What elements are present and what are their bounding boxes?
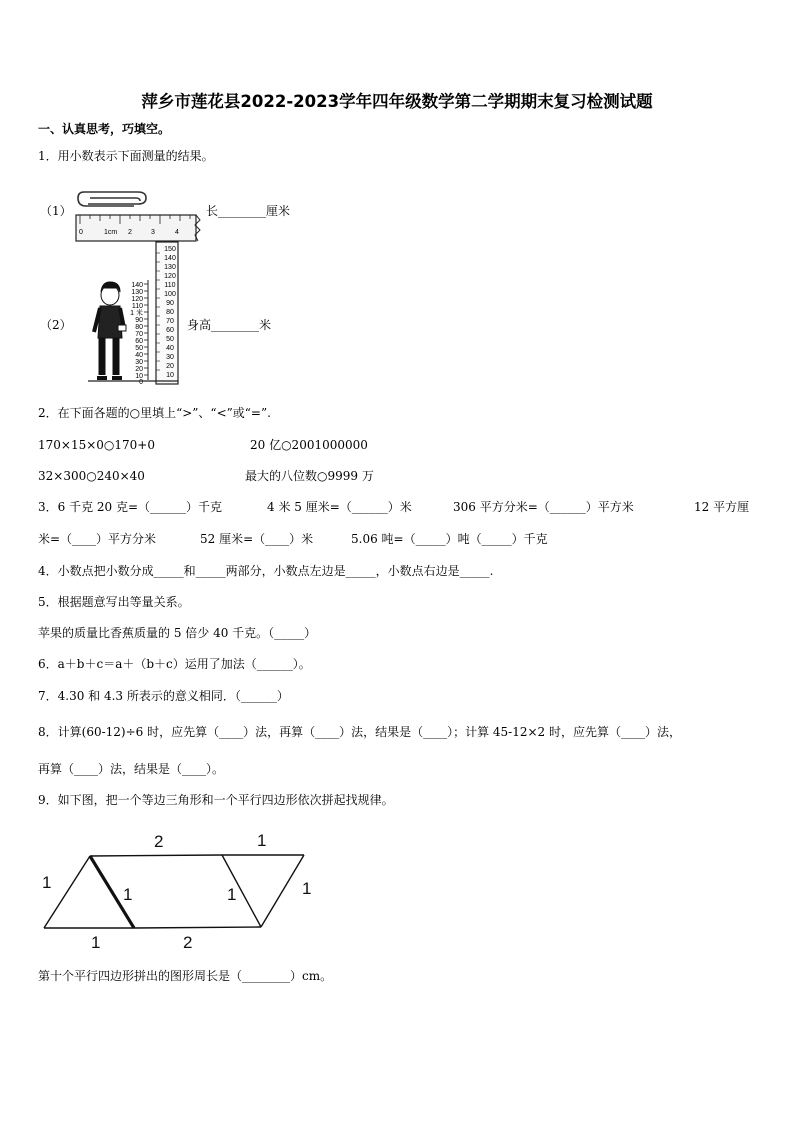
q9-answer: 第十个平行四边形拼出的图形周长是（________）cm。 [38,969,333,983]
q2-stem: 2．在下面各题的○里填上“>”、“<”或“=”. [38,406,271,420]
fig-label-left-side: 1 [42,873,52,892]
ruler-body [76,215,196,241]
q5-line: 苹果的质量比香蕉质量的 5 倍少 40 千克。（_____） [38,626,317,640]
svg-text:10: 10 [135,373,143,380]
q3-item4-end: 米=（____）平方分米 [38,532,157,546]
svg-text:20: 20 [135,366,143,373]
svg-text:90: 90 [135,317,143,324]
svg-text:150: 150 [164,246,176,253]
svg-text:60: 60 [135,338,143,345]
svg-text:30: 30 [135,359,143,366]
paperclip-icon [78,192,146,206]
q5-stem: 5．根据题意写出等量关系。 [38,595,190,609]
q3-item4-start: 12 平方厘 [694,500,750,514]
ruler-tick-4: 4 [175,229,179,236]
fig-label-bottom-long: 2 [183,933,193,952]
q3-item3: 306 平方分米=（______）平方米 [453,500,634,514]
svg-text:140: 140 [164,255,176,262]
q7-text: 7．4.30 和 4.3 所表示的意义相同．（______） [38,689,289,703]
q1-part1-label: （1） [40,204,72,218]
svg-text:70: 70 [135,331,143,338]
svg-text:100: 100 [164,291,176,298]
svg-text:140: 140 [131,282,143,289]
svg-text:120: 120 [164,273,176,280]
q6-text: 6．a＋b＋c＝a＋（b＋c）运用了加法（______）。 [38,657,311,671]
q4-text: 4．小数点把小数分成_____和_____两部分，小数点左边是_____，小数点右边是_____. [38,564,494,578]
svg-text:1 米: 1 米 [130,310,143,317]
q9-stem: 9．如下图，把一个等边三角形和一个平行四边形依次拼起找规律。 [38,793,394,807]
svg-text:110: 110 [131,303,143,310]
svg-text:50: 50 [166,336,174,343]
svg-text:40: 40 [166,345,174,352]
fig-label-top-long: 2 [154,832,164,851]
ruler-tick-1: 1cm [104,229,118,236]
svg-text:10: 10 [166,372,174,379]
q2-row1-right: 20 亿○2001000000 [250,438,368,452]
q8-line2: 再算（____）法，结果是（____）。 [38,762,225,776]
q2-row2-left: 32×300○240×40 [38,469,145,483]
svg-text:80: 80 [135,324,143,331]
q3-item5: 52 厘米=（____）米 [200,532,314,546]
svg-text:120: 120 [131,296,143,303]
ruler-tick-3: 3 [151,229,155,236]
child-height-chart-image [78,240,182,386]
svg-text:130: 130 [164,264,176,271]
child-figure [94,282,126,378]
q3-item2: 4 米 5 厘米=（______）米 [267,500,412,514]
q8-line1: 8．计算(60-12)÷6 时，应先算（____）法，再算（____）法，结果是（____）；计算 45-12×2 时，应先算（____）法， [38,725,682,739]
svg-text:40: 40 [135,352,143,359]
ruler-with-paperclip-image [74,184,202,242]
section-heading: 一、认真思考，巧填空。 [38,122,171,136]
q2-row2-right: 最大的八位数○9999 万 [245,469,374,483]
svg-text:0: 0 [139,379,143,386]
fig-label-right-side: 1 [302,879,312,898]
q1-part2-label: （2） [40,318,72,332]
q3-item1: 3．6 千克 20 克=（______）千克 [38,500,223,514]
q1-part2-answer: 身高________米 [187,318,272,332]
ruler-tick-0: 0 [79,229,83,236]
svg-text:110: 110 [164,282,176,289]
svg-text:60: 60 [166,327,174,334]
q1-part1-answer: 长________厘米 [206,204,291,218]
ruler-tick-2: 2 [128,229,132,236]
svg-text:130: 130 [131,289,143,296]
q3-item6: 5.06 吨=（_____）吨（_____）千克 [351,532,548,546]
svg-text:50: 50 [135,345,143,352]
fig-label-top-short: 1 [257,831,267,850]
svg-text:30: 30 [166,354,174,361]
svg-text:70: 70 [166,318,174,325]
svg-text:90: 90 [166,300,174,307]
fig-label-inner-left: 1 [123,885,133,904]
q2-row1-left: 170×15×0○170+0 [38,438,155,452]
page-title: 萍乡市莲花县2022-2023学年四年级数学第二学期期末复习检测试题 [141,92,653,111]
fig-label-inner-right: 1 [227,885,237,904]
svg-text:20: 20 [166,363,174,370]
triangle-parallelogram-figure [34,826,324,956]
q1-stem: 1．用小数表示下面测量的结果。 [38,149,214,163]
svg-text:80: 80 [166,309,174,316]
fig-label-bottom-short: 1 [91,933,101,952]
